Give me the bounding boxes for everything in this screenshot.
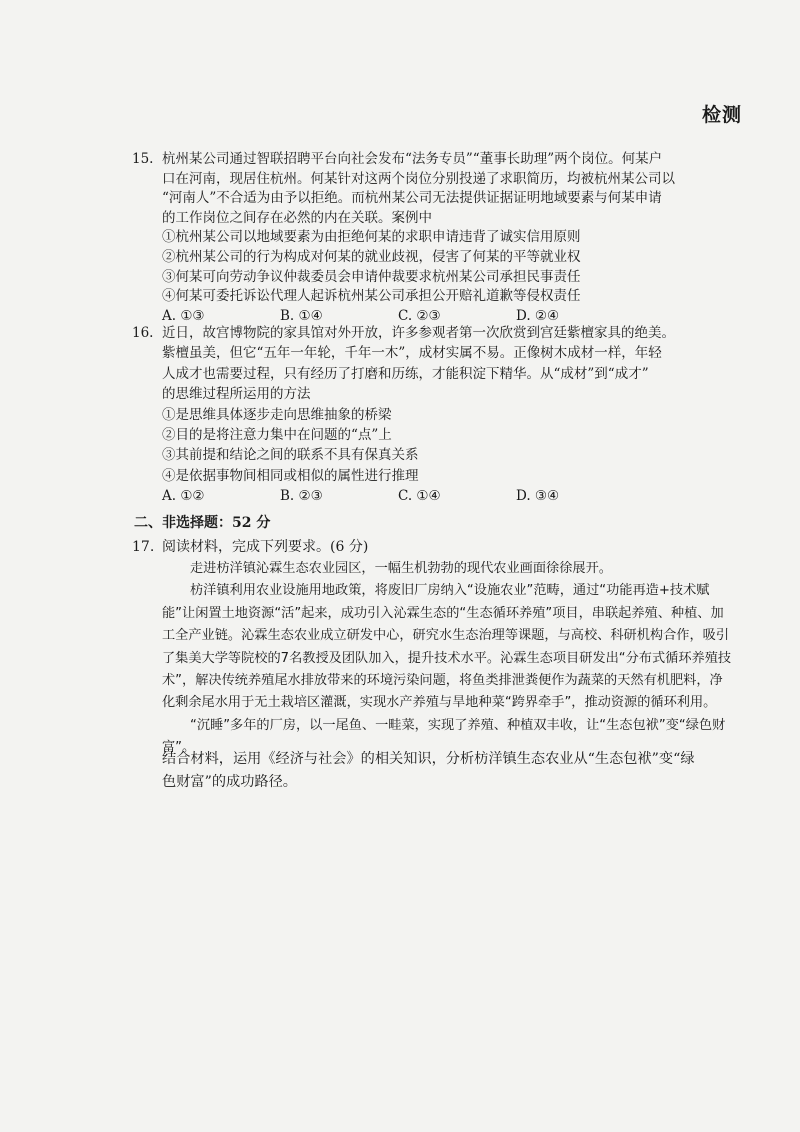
option-statement: ③何某可向劳动争议仲裁委员会申请仲裁要求杭州某公司承担民事责任: [162, 268, 581, 285]
question-15: [134, 150, 694, 326]
reading-material: [134, 558, 734, 760]
question-16: [134, 323, 704, 507]
question-number: 17.: [132, 539, 155, 555]
question-17-intro: [134, 536, 734, 558]
option-statement: ②目的是将注意力集中在问题的“点”上: [162, 427, 392, 444]
material-paragraph: “沉睡”多年的厂房，以一尾鱼、一畦菜，实现了养殖、种植双丰收，让“生态包袱”变“绿色财富”。: [162, 717, 726, 756]
question-instruction: 阅读材料，完成下列要求。(6 分): [162, 539, 369, 555]
option-statement: ①杭州某公司以地域要素为由拒绝何某的求职申请违背了诚实信用原则: [162, 229, 581, 246]
option-statement: ②杭州某公司的行为构成对何某的就业歧视，侵害了何某的平等就业权: [162, 248, 581, 265]
task-line: 色财富”的成功路径。: [162, 773, 297, 790]
option-statement: ④是依据事物间相同或相似的属性进行推理: [162, 467, 419, 484]
question-stem-line: 的思维过程所运用的方法: [162, 386, 311, 403]
option-statement: ③其前提和结论之间的联系不具有保真关系: [162, 447, 419, 464]
task-line: 结合材料，运用《经济与社会》的相关知识，分析枋洋镇生态农业从“生态包袱”变“绿: [162, 751, 695, 767]
choice-c: C. ①④: [398, 488, 441, 505]
question-stem-line: 口在河南，现居住杭州。何某针对这两个岗位分别投递了求职简历，均被杭州某公司以: [162, 170, 675, 187]
choice-d: D. ③④: [516, 488, 560, 505]
question-stem-line: 的工作岗位之间存在必然的内在关联。案例中: [162, 209, 432, 226]
choice-c: C. ②③: [398, 307, 441, 324]
section-heading: 二、非选择题：52 分: [134, 515, 271, 531]
material-paragraph: 枋洋镇利用农业设施用地政策，将废旧厂房纳入“设施农业”范畴，通过“功能再造+技术赋能”让闲置土地资源“活”起来，成功引入沁霖生态的“生态循环养殖”项目，串联起养殖、种植、加工全产业链。沁霖生态农业成立研发中心，研究水生态治理等课题，与高校、科研机构合作，吸引了集美大学等院校的7名教授及团队加入，提升技术水平。沁霖生态项目研发出“分布式循环养殖技术”，解决传统养殖尾水排放带来的环境污染问题，将鱼类排泄粪便作为蔬菜的天然有机肥料，净化剩余尾水用于无土栽培区灌溉，实现水产养殖与旱地种菜“跨界牵手”，推动资源的循环利用。: [162, 583, 732, 711]
choice-b: B. ②③: [280, 488, 323, 505]
choice-d: D. ②④: [516, 307, 560, 324]
question-stem-line: 近日，故宫博物院的家具馆对外开放，许多参观者第一次欣赏到宫廷紫檀家具的绝美。: [162, 325, 675, 341]
choice-a: A. ①②: [162, 488, 205, 505]
option-statement: ④何某可委托诉讼代理人起诉杭州某公司承担公开赔礼道歉等侵权责任: [162, 288, 581, 305]
choice-b: B. ①④: [280, 307, 323, 324]
question-number: 16.: [132, 325, 154, 341]
question-stem-line: 人成才也需要过程，只有经历了打磨和历练，才能积淀下精华。从“成材”到“成才”: [162, 365, 649, 382]
question-stem-line: 杭州某公司通过智联招聘平台向社会发布“法务专员”“董事长助理”两个岗位。何某户: [162, 151, 663, 167]
header-tag: 检测: [701, 104, 742, 126]
question-stem-line: “河南人”不合适为由予以拒绝。而杭州某公司无法提供证据证明地域要素与何某申请: [162, 190, 662, 207]
question-stem-line: 紫檀虽美，但它“五年一年轮，千年一木”，成材实属不易。正像树木成材一样，年轻: [162, 345, 662, 362]
question-number: 15.: [132, 151, 154, 167]
answer-choices: [134, 486, 704, 506]
question-17-task: [134, 748, 734, 793]
choice-a: A. ①③: [162, 307, 205, 324]
option-statement: ①是思维具体逐步走向思维抽象的桥梁: [162, 406, 392, 423]
material-paragraph: 走进枋洋镇沁霖生态农业园区，一幅生机勃勃的现代农业画面徐徐展开。: [190, 561, 612, 576]
